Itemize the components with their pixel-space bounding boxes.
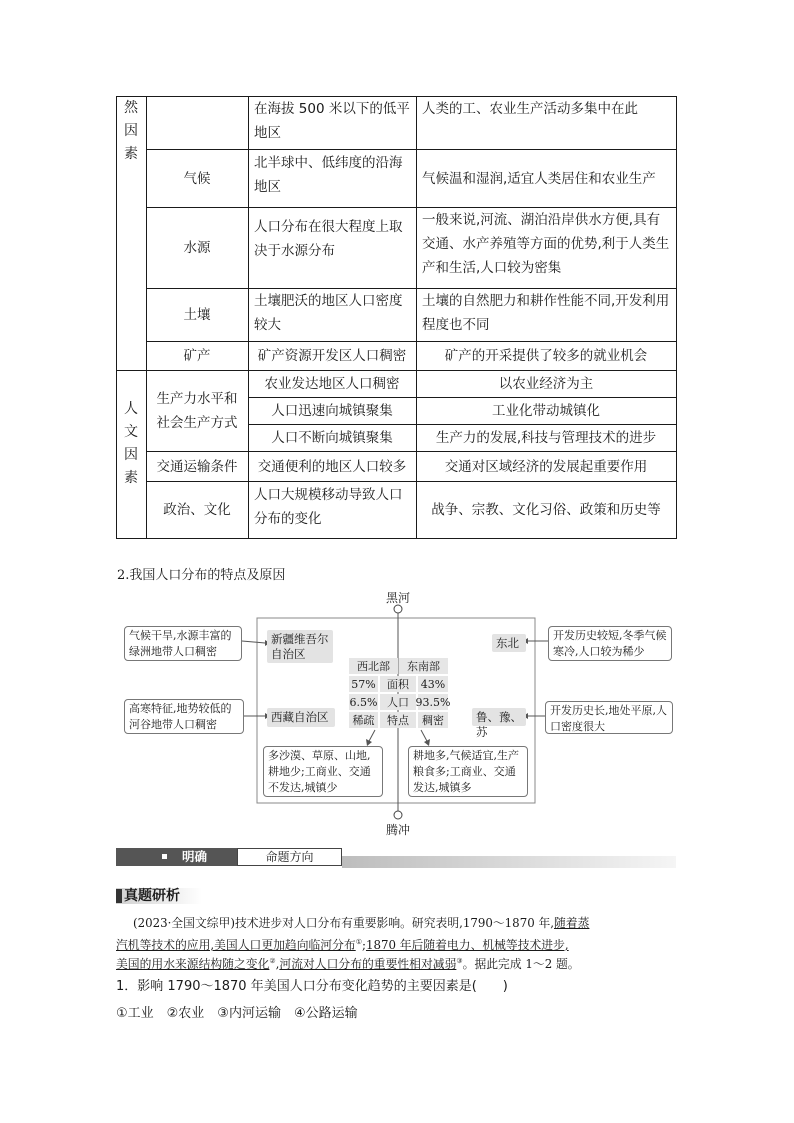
- passage-underline-5: 河流对人口分布的重要性相对减弱: [279, 956, 457, 971]
- table-row-3-reason: 土壤的自然肥力和耕作性能不同,开发利用程度也不同: [422, 293, 670, 333]
- region-northeast: 东北: [492, 634, 526, 652]
- population-label: 人口: [380, 694, 416, 710]
- table-row-4-factor: 矿产: [183, 348, 211, 364]
- passage-underline-1: 随着蒸: [554, 916, 590, 930]
- table-row-9-reason: 战争、宗教、文化习俗、政策和历史等: [431, 502, 661, 518]
- region-xinjiang: 新疆维吾尔自治区: [267, 630, 333, 663]
- table-row-1-reason: 气候温和湿润,适宜人类居住和农业生产: [422, 170, 656, 187]
- southeast-causes-note: 耕地多,气候适宜,生产粮食多;工商业、交通发达,城镇多: [408, 746, 528, 797]
- northwest-causes-note: 多沙漠、草原、山地,耕地少;工商业、交通不发达,城镇少: [263, 746, 383, 797]
- population-northwest: 6.5%: [349, 695, 378, 709]
- table-row-5-feature: 农业发达地区人口稠密: [264, 376, 400, 392]
- passage-underline-4: 美国的用水来源结构随之变化: [116, 956, 270, 971]
- feature-label: 特点: [380, 712, 416, 728]
- table-row-8-factor: 交通运输条件: [156, 458, 238, 475]
- banner-gradient: [342, 856, 676, 868]
- area-southeast: 43%: [418, 676, 448, 692]
- table-row-5-factor: 生产力水平和社会生产方式: [156, 391, 238, 431]
- population-southeast: 93.5%: [415, 695, 451, 709]
- table-row-0-feature: 在海拔 500 米以下的低平地区: [254, 101, 410, 141]
- table-row-0-reason: 人类的工、农业生产活动多集中在此: [422, 101, 638, 117]
- header-southeast: 东南部: [399, 658, 448, 674]
- xinjiang-note: 气候干旱,水源丰富的绿洲地带人口稠密: [124, 626, 242, 661]
- heading-marker-icon: [116, 889, 122, 903]
- table-row-9-feature: 人口大规模移动导致人口分布的变化: [254, 487, 403, 527]
- passage-sep-1: ;: [361, 937, 366, 952]
- table-row-4-feature: 矿产资源开发区人口稠密: [257, 348, 407, 364]
- tengchong-label: 腾冲: [386, 823, 411, 837]
- table-row-2-feature: 人口分布在很大程度上取决于水源分布: [254, 219, 403, 259]
- question-1-options: ①工业 ②农业 ③内河运输 ④公路运输: [116, 1006, 358, 1021]
- passage-mark-2: ②: [269, 957, 276, 965]
- table-row-7-reason: 生产力的发展,科技与管理技术的进步: [435, 430, 657, 446]
- table-row-7-feature: 人口不断向城镇聚集: [271, 430, 393, 446]
- area-label: 面积: [380, 676, 416, 692]
- banner-bullet-icon: [162, 854, 167, 859]
- question-1: 1．影响 1790～1870 年美国人口分布变化趋势的主要因素是( ): [116, 979, 508, 994]
- table-row-4-reason: 矿产的开采提供了较多的就业机会: [444, 348, 648, 364]
- lu-yu-su-note: 开发历史长,地处平原,人口密度很大: [545, 701, 673, 734]
- northeast-note: 开发历史较短,冬季气候寒冷,人口较为稀少: [548, 626, 672, 661]
- banner-tab: 命题方向: [237, 848, 342, 866]
- table-row-3-feature: 土壤肥沃的地区人口密度较大: [254, 293, 403, 333]
- header-northwest: 西北部: [349, 658, 398, 674]
- group-human-label: 人 文 因 素: [124, 401, 138, 486]
- feature-southeast: 稠密: [418, 712, 448, 728]
- table-row-3-factor: 土壤: [183, 307, 211, 323]
- section-heading: 真题研析: [124, 888, 180, 904]
- group-natural-label: 然 因 素: [124, 100, 138, 162]
- table-row-1-factor: 气候: [183, 170, 211, 187]
- region-tibet: 西藏自治区: [267, 708, 335, 727]
- passage-sep-2: ,: [275, 956, 280, 971]
- banner-dark: [116, 848, 237, 866]
- table-row-2-factor: 水源: [183, 240, 211, 256]
- passage-source: (2023·全国文综甲): [133, 916, 235, 930]
- tibet-note: 高寒特征,地势较低的河谷地带人口稠密: [124, 699, 244, 734]
- passage-mark-1: ①: [355, 938, 362, 946]
- table-row-6-feature: 人口迅速向城镇聚集: [271, 403, 393, 419]
- passage-underline-3: 1870 年后随着电力、机械等技术进步,: [365, 937, 569, 952]
- passage-mark-3: ③: [456, 957, 463, 965]
- table-row-9-factor: 政治、文化: [163, 502, 231, 518]
- table-row-1-feature: 北半球中、低纬度的沿海地区: [254, 155, 403, 195]
- section-title: 2.我国人口分布的特点及原因: [117, 568, 286, 583]
- passage-end: 。据此完成 1～2 题。: [462, 956, 580, 971]
- table-row-5-reason: 以农业经济为主: [498, 376, 594, 392]
- passage-text-1: 技术进步对人口分布有重要影响。研究表明,1790～1870 年,: [234, 916, 554, 930]
- passage-line-1: [133, 914, 678, 933]
- passage-underline-2: 汽机等技术的应用,美国人口更加趋向临河分布: [116, 937, 356, 952]
- heihe-marker: [394, 605, 402, 613]
- heihe-label: 黑河: [386, 591, 411, 605]
- table-row-2-reason: 一般来说,河流、湖泊沿岸供水方便,具有交通、水产养殖等方面的优势,利于人类生产和生活,人口较为密集: [422, 212, 670, 276]
- area-northwest: 57%: [349, 676, 378, 692]
- banner-label: 明确: [182, 849, 208, 864]
- tengchong-marker: [394, 811, 402, 819]
- feature-northwest: 稀疏: [349, 712, 378, 728]
- table-row-6-reason: 工业化带动城镇化: [492, 403, 600, 419]
- table-row-8-feature: 交通便利的地区人口较多: [257, 458, 407, 475]
- region-lu-yu-su: 鲁、豫、苏: [472, 708, 526, 726]
- passage-line-3: [116, 952, 678, 974]
- table-row-8-reason: 交通对区域经济的发展起重要作用: [444, 458, 648, 475]
